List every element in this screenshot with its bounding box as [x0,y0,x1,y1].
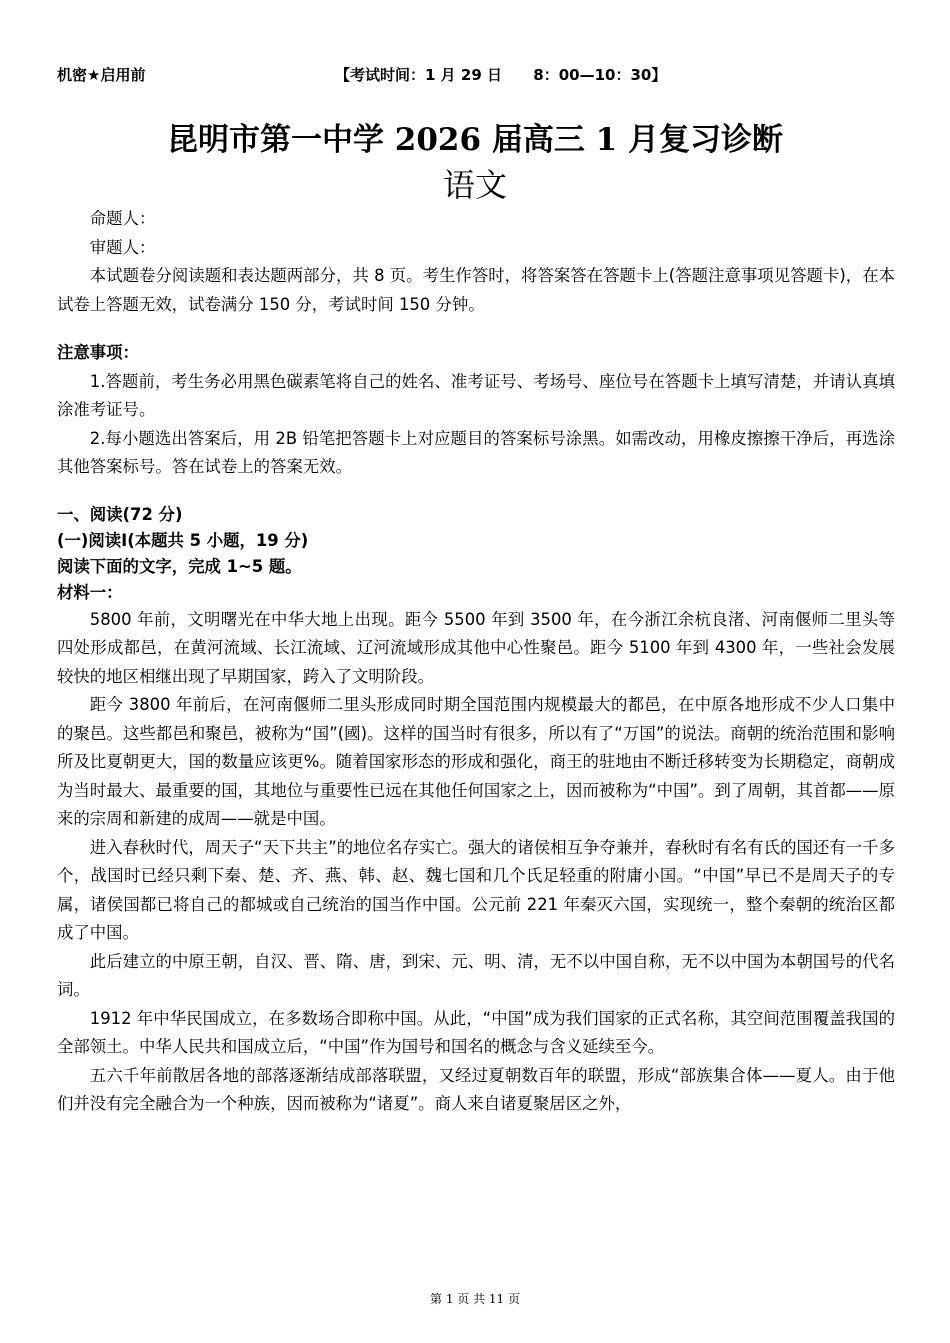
passage-paragraph: 距今 3800 年前后，在河南偃师二里头形成同时期全国范围内规模最大的都邑，在中原各地形成不少人口集中的聚邑。这些都邑和聚邑，被称为“国”(國)。这样的国当时有很多，所以有了“万国”的说法。商朝的统治范围和影响所及比夏朝更大，国的数量应该更%。随着国家形态的形成和强化，商王的驻地由不断迁移转变为长期稳定，商朝成为当时最大、最重要的国，其地位与重要性已远在其他任何国家之上，因而被称为“中国”。到了周朝，其首都——原来的宗周和新建的成周——就是中国。 [57,695,895,828]
exam-subject: 语文 [442,166,507,204]
exam-time: 【考试时间：1 月 29 日 8：00—10：30】 [335,66,667,84]
note-item: 1.答题前，考生务必用黑色碳素笔将自己的姓名、准考证号、考场号、座位号在答题卡上填写清楚，并请认真填涂准考证号。 [57,371,895,419]
page-footer: 第 1 页 共 11 页 [430,1292,520,1306]
material-label: 材料一： [57,582,123,602]
spacer [57,319,895,339]
spacer [57,482,895,502]
note-item: 2.每小题选出答案后，用 2B 铅笔把答题卡上对应题目的答案标号涂黑。如需改动，用橡皮擦擦干净后，再选涂其他答案标号。答在试卷上的答案无效。 [57,428,895,476]
confidential-label: 机密★启用前 [57,66,146,84]
section-instruction: 阅读下面的文字，完成 1~5 题。 [57,556,302,576]
page-header [57,64,897,86]
notes-heading: 注意事项： [57,343,139,362]
passage-paragraph: 此后建立的中原王朝，自汉、晋、隋、唐，到宋、元、明、清，无不以中国自称，无不以中国为本朝国号的代名词。 [57,951,895,999]
exam-description: 本试题卷分阅读题和表达题两部分，共 8 页。考生作答时，将答案答在答题卡上(答题注意事项见答题卡)，在本试卷上答题无效，试卷满分 150 分，考试时间 150 分钟。 [57,266,895,314]
passage-paragraph: 进入春秋时代，周天子“天下共主”的地位名存实亡。强大的诸侯相互争夺兼并，春秋时有名有氏的国还有一千多个，战国时已经只剩下秦、楚、齐、燕、韩、赵、魏七国和几个氏足轻重的附庸小国。“中国”早已不是周天子的专属，诸侯国都已将自己的都城或自己统治的国当作中国。公元前 221 年秦灭六国，实现统一，整个秦朝的统治区都成了中国。 [57,837,895,942]
reviewer-line: 审题人： [89,237,156,257]
passage-paragraph: 5800 年前，文明曙光在中华大地上出现。距今 5500 年到 3500 年，在今浙江余杭良渚、河南偃师二里头等四处形成都邑，在黄河流域、长江流域、辽河流域形成其他中心性聚邑。距今 5100 年到 4300 年，一些社会发展较快的地区相继出现了早期国家，跨入了文明阶段。 [57,609,895,686]
exam-body [57,205,895,1119]
setter-line: 命题人： [89,209,156,228]
exam-title: 昆明市第一中学 2026 届高三 1 月复习诊断 [166,122,784,158]
section-heading: 一、阅读(72 分) [57,504,183,524]
section-subheading: (一)阅读Ⅰ(本题共 5 小题，19 分) [57,530,309,550]
passage-paragraph: 1912 年中华民国成立，在多数场合即称中国。从此，“中国”成为我们国家的正式名称，其空间范围覆盖我国的全部领土。中华人民共和国成立后，“中国”作为国号和国名的概念与含义延续至今。 [57,1008,895,1056]
passage-paragraph: 五六千年前散居各地的部落逐渐结成部落联盟，又经过夏朝数百年的联盟，形成“部族集合体——夏人。由于他们并没有完全融合为一个种族，因而被称为“诸夏”。商人来自诸夏聚居区之外， [57,1065,895,1113]
